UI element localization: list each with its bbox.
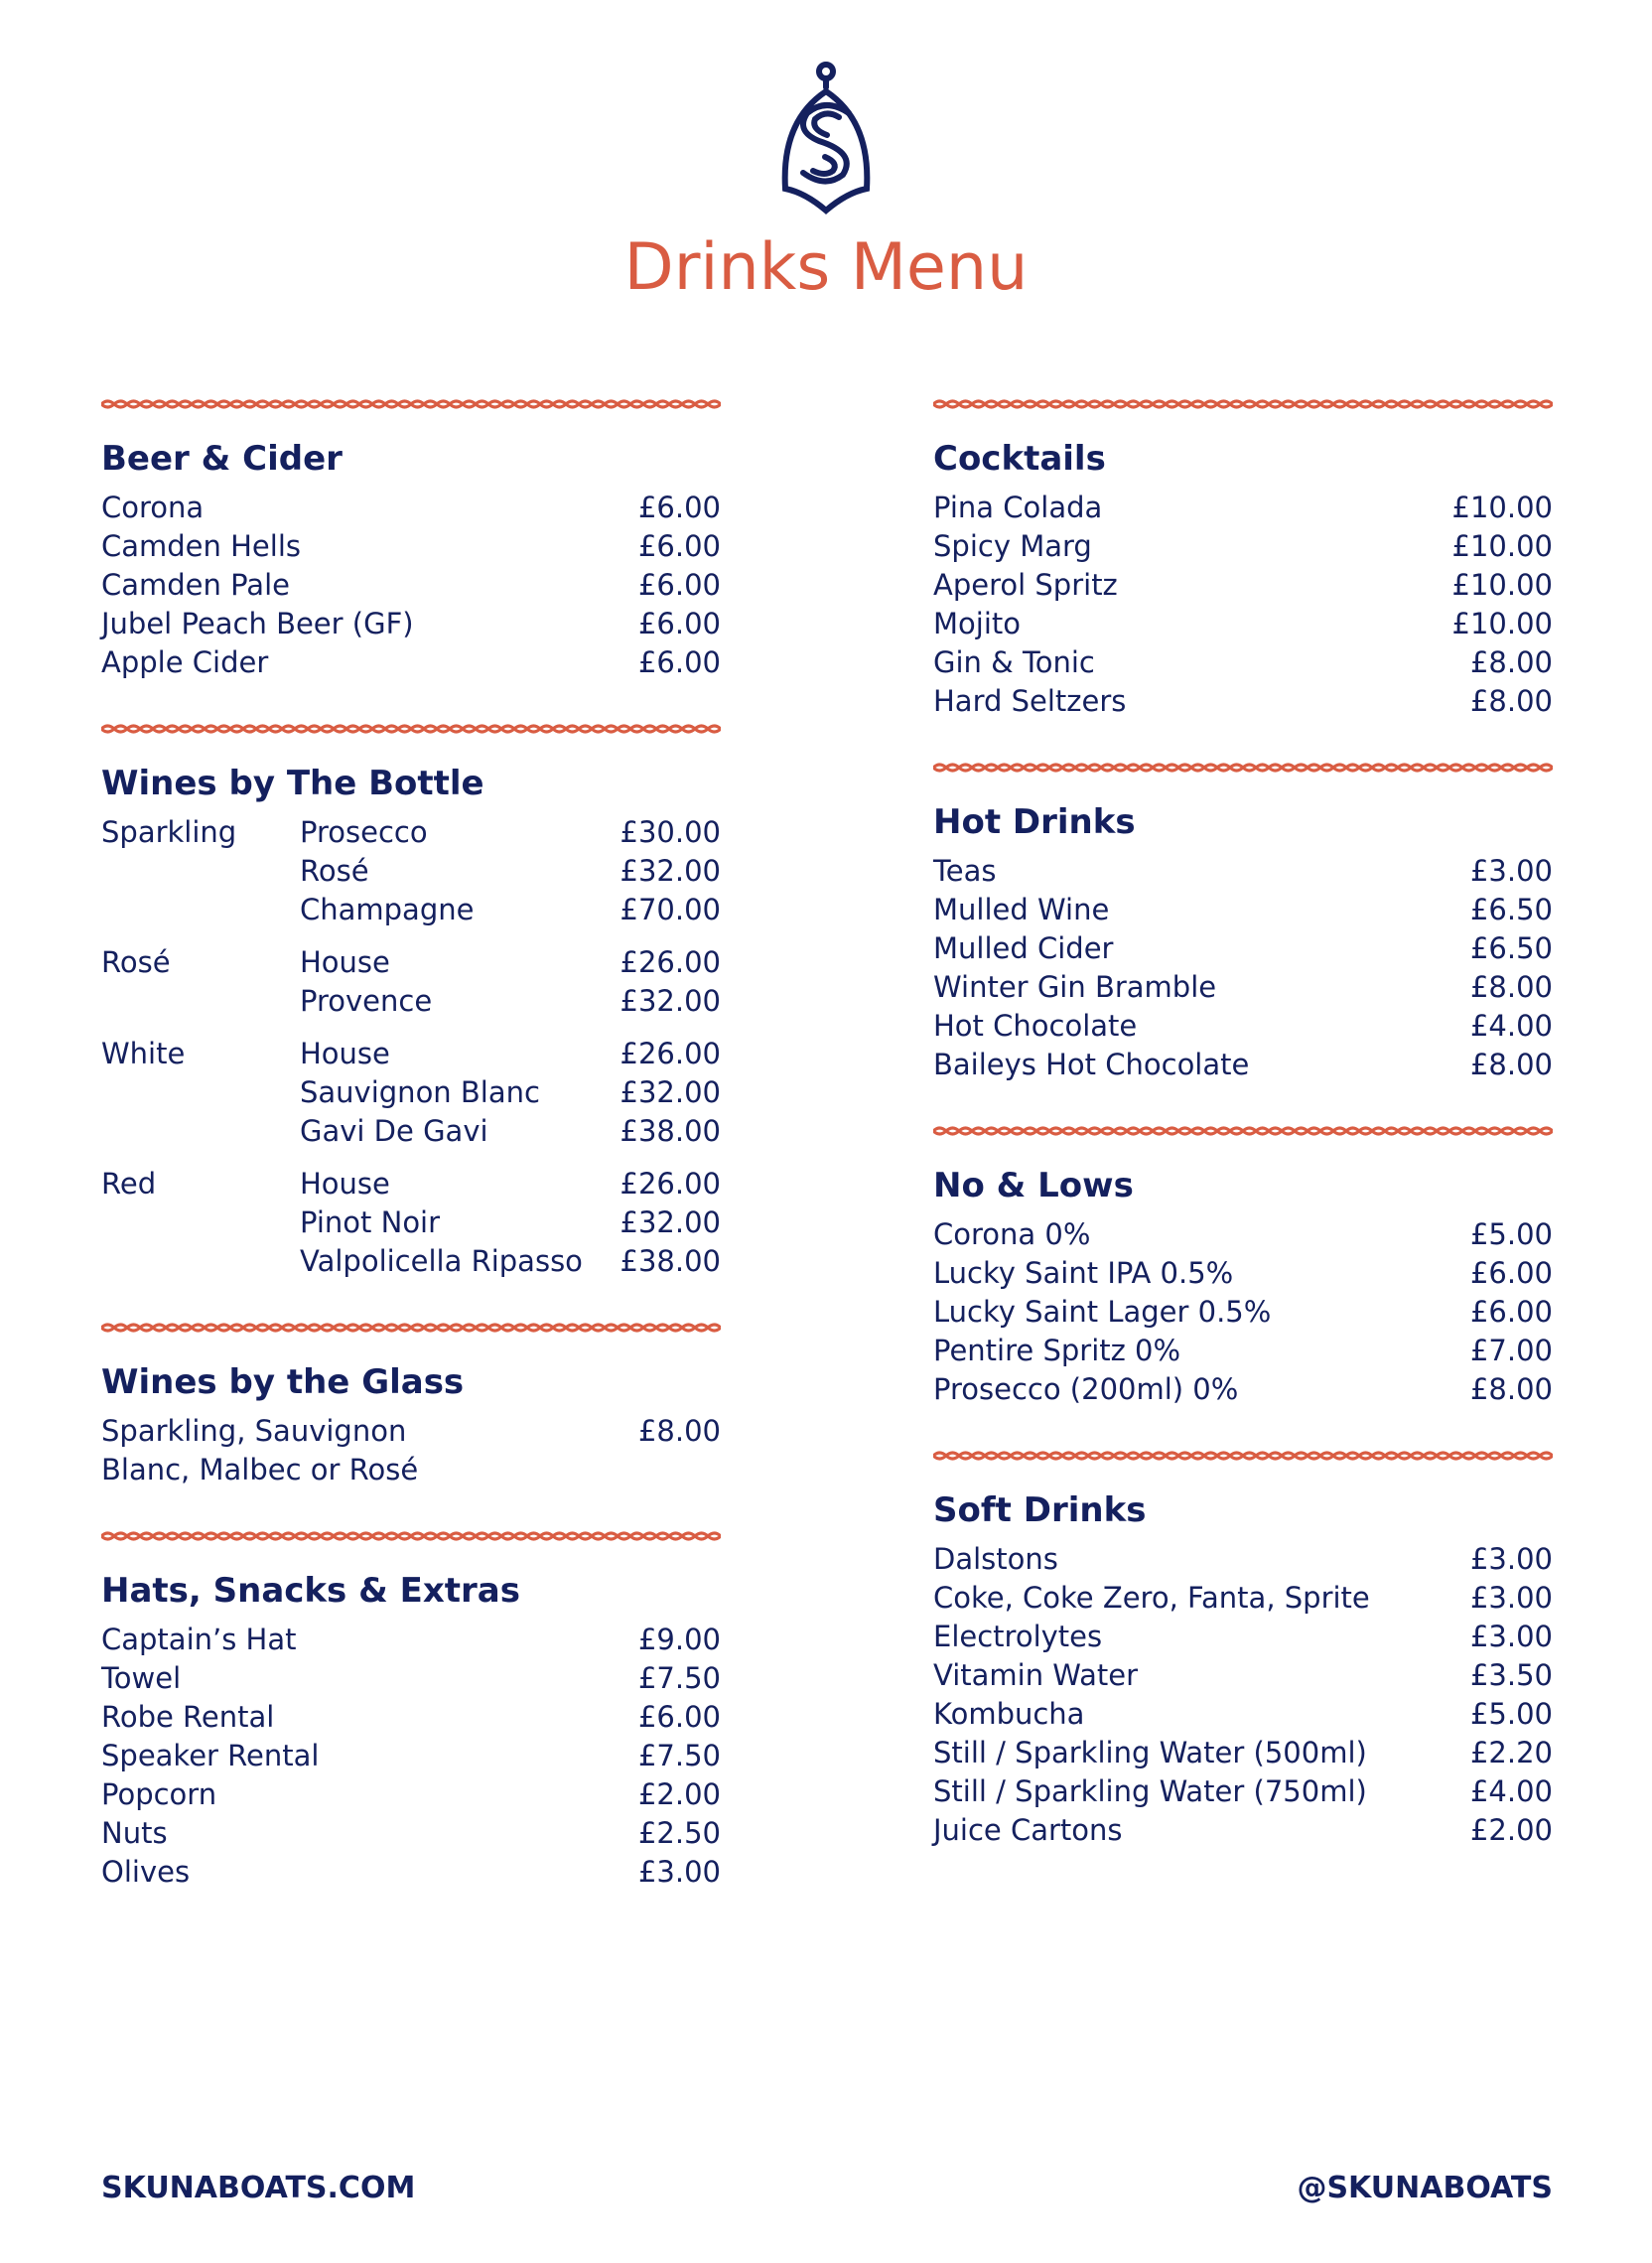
- item-price: £6.00: [637, 568, 721, 602]
- right-column: [933, 391, 1553, 1884]
- item-price: £32.00: [620, 854, 721, 888]
- no-lows-list: [933, 1215, 1553, 1409]
- item-price: £10.00: [1451, 568, 1553, 602]
- item-name: Aperol Spritz: [933, 568, 1118, 602]
- wines-bottle-section: [101, 716, 721, 1281]
- item-name: Mulled Wine: [933, 893, 1110, 926]
- item-name: Mulled Cider: [933, 931, 1114, 965]
- menu-item: [300, 1112, 721, 1151]
- item-name: Lucky Saint IPA 0.5%: [933, 1256, 1234, 1290]
- menu-item: [933, 1293, 1553, 1332]
- item-price: £38.00: [620, 1114, 721, 1148]
- wine-items: [300, 943, 721, 1021]
- item-price: £32.00: [620, 1075, 721, 1109]
- item-price: £3.00: [637, 1855, 721, 1889]
- section-heading: Hats, Snacks & Extras: [101, 1571, 520, 1611]
- item-name: Prosecco (200ml) 0%: [933, 1372, 1239, 1406]
- page-title: Drinks Menu: [623, 230, 1029, 305]
- menu-item: [300, 1165, 721, 1203]
- item-price: £7.50: [637, 1661, 721, 1695]
- menu-item: [933, 1370, 1553, 1409]
- item-price: £6.00: [637, 607, 721, 640]
- item-name: Pina Colada: [933, 491, 1103, 524]
- soft-drinks-section: [933, 1443, 1553, 1850]
- item-name: Still / Sparkling Water (750ml): [933, 1774, 1367, 1808]
- item-name: Towel: [101, 1661, 182, 1695]
- item-price: £8.00: [637, 1414, 721, 1448]
- item-name: Speaker Rental: [101, 1739, 320, 1772]
- glass-row: [101, 1412, 721, 1489]
- anchor-s-logo: [777, 62, 875, 216]
- menu-item: [101, 1853, 721, 1892]
- item-price: £4.00: [1469, 1009, 1553, 1043]
- item-name: Teas: [933, 854, 997, 888]
- menu-item: [101, 1737, 721, 1775]
- soft-drinks-list: [933, 1540, 1553, 1850]
- item-name: Mojito: [933, 607, 1021, 640]
- item-name: Provence: [300, 984, 433, 1018]
- hot-drinks-section: [933, 755, 1553, 1084]
- item-name: Prosecco: [300, 815, 428, 849]
- menu-item: [933, 968, 1553, 1007]
- item-name: Valpolicella Ripasso: [300, 1244, 583, 1278]
- menu-item: [933, 566, 1553, 605]
- item-price: £6.00: [637, 491, 721, 524]
- extras-list: [101, 1621, 721, 1892]
- menu-item: [933, 605, 1553, 643]
- left-column: [101, 391, 721, 1925]
- section-heading: Soft Drinks: [933, 1490, 1147, 1530]
- menu-item: [300, 852, 721, 891]
- social-handle[interactable]: @SKUNABOATS: [1297, 2171, 1553, 2205]
- menu-item: [933, 527, 1553, 566]
- menu-item: [933, 1618, 1553, 1656]
- item-name: Still / Sparkling Water (500ml): [933, 1736, 1367, 1769]
- menu-item: [101, 605, 721, 643]
- item-name: House: [300, 1167, 390, 1201]
- menu-item: [101, 527, 721, 566]
- item-price: £7.00: [1469, 1334, 1553, 1367]
- item-name: Jubel Peach Beer (GF): [101, 607, 414, 640]
- wine-category: White: [101, 1037, 186, 1070]
- wine-items: [300, 1165, 721, 1281]
- item-name: Sauvignon Blanc: [300, 1075, 540, 1109]
- menu-item: [300, 943, 721, 982]
- item-price: £5.00: [1469, 1697, 1553, 1731]
- item-price: £2.00: [637, 1777, 721, 1811]
- menu-item: [101, 1659, 721, 1698]
- item-name: House: [300, 945, 390, 979]
- item-price: £3.00: [1469, 1581, 1553, 1615]
- item-name: Robe Rental: [101, 1700, 275, 1734]
- item-name: Captain’s Hat: [101, 1623, 297, 1656]
- item-price: £26.00: [620, 945, 721, 979]
- item-price: £8.00: [1469, 645, 1553, 679]
- menu-item: [101, 566, 721, 605]
- wines-glass-section: [101, 1315, 721, 1489]
- item-name: Hot Chocolate: [933, 1009, 1138, 1043]
- menu-item: [300, 982, 721, 1021]
- menu-item: [101, 1775, 721, 1814]
- wine-category: Sparkling: [101, 815, 237, 849]
- section-heading: No & Lows: [933, 1166, 1134, 1205]
- wine-items: [300, 1035, 721, 1151]
- website-link[interactable]: SKUNABOATS.COM: [101, 2171, 416, 2205]
- item-price: £6.50: [1469, 893, 1553, 926]
- item-price: £8.00: [1469, 684, 1553, 718]
- wave-divider: [101, 391, 721, 417]
- item-name: Champagne: [300, 893, 475, 926]
- item-price: £8.00: [1469, 1372, 1553, 1406]
- item-price: £6.00: [637, 645, 721, 679]
- beer-list: [101, 489, 721, 682]
- item-price: £7.50: [637, 1739, 721, 1772]
- item-name: Corona: [101, 491, 205, 524]
- item-price: £30.00: [620, 815, 721, 849]
- item-price: £2.50: [637, 1816, 721, 1850]
- item-name: Camden Pale: [101, 568, 290, 602]
- item-name: Dalstons: [933, 1542, 1058, 1576]
- menu-item: [933, 1811, 1553, 1850]
- item-name: Apple Cider: [101, 645, 269, 679]
- item-price: £10.00: [1451, 607, 1553, 640]
- section-heading: Cocktails: [933, 439, 1106, 479]
- item-price: £4.00: [1469, 1774, 1553, 1808]
- section-heading: Hot Drinks: [933, 802, 1136, 842]
- item-name: Hard Seltzers: [933, 684, 1127, 718]
- item-price: £32.00: [620, 1205, 721, 1239]
- item-price: £6.50: [1469, 931, 1553, 965]
- menu-item: [933, 1695, 1553, 1734]
- menu-item: [933, 489, 1553, 527]
- item-name: Gavi De Gavi: [300, 1114, 488, 1148]
- menu-item: [101, 1698, 721, 1737]
- wine-category: Rosé: [101, 945, 171, 979]
- wave-divider: [933, 391, 1553, 417]
- item-price: £3.00: [1469, 1542, 1553, 1576]
- wine-group: [101, 1035, 721, 1151]
- item-name: Juice Cartons: [933, 1813, 1123, 1847]
- cocktails-list: [933, 489, 1553, 721]
- item-name: Spicy Marg: [933, 529, 1092, 563]
- item-price: £10.00: [1451, 529, 1553, 563]
- item-price: £9.00: [637, 1623, 721, 1656]
- menu-item: [300, 1203, 721, 1242]
- menu-item: [933, 891, 1553, 929]
- item-price: £26.00: [620, 1167, 721, 1201]
- item-price: £5.00: [1469, 1217, 1553, 1251]
- wine-group: [101, 943, 721, 1021]
- wave-divider: [933, 1118, 1553, 1144]
- item-price: £10.00: [1451, 491, 1553, 524]
- menu-item: [101, 489, 721, 527]
- beer-cider-section: [101, 391, 721, 682]
- wave-divider: [101, 1523, 721, 1549]
- menu-item: [101, 1814, 721, 1853]
- menu-item: [933, 643, 1553, 682]
- item-price: £3.50: [1469, 1658, 1553, 1692]
- menu-item: [933, 1772, 1553, 1811]
- item-price: £26.00: [620, 1037, 721, 1070]
- item-name: Coke, Coke Zero, Fanta, Sprite: [933, 1581, 1370, 1615]
- menu-item: [933, 1046, 1553, 1084]
- menu-item: [300, 1073, 721, 1112]
- menu-item: [300, 813, 721, 852]
- wine-groups: [101, 813, 721, 1281]
- item-price: £6.00: [637, 529, 721, 563]
- item-name: Nuts: [101, 1816, 168, 1850]
- item-price: £32.00: [620, 984, 721, 1018]
- item-name: Kombucha: [933, 1697, 1085, 1731]
- menu-item: [933, 682, 1553, 721]
- wine-group: [101, 1165, 721, 1281]
- menu-item: [101, 643, 721, 682]
- wave-divider: [933, 755, 1553, 780]
- hot-drinks-list: [933, 852, 1553, 1084]
- item-name: Corona 0%: [933, 1217, 1091, 1251]
- section-heading: Wines by the Glass: [101, 1362, 465, 1402]
- item-name: House: [300, 1037, 390, 1070]
- item-name: Rosé: [300, 854, 369, 888]
- no-lows-section: [933, 1118, 1553, 1409]
- menu-item: [300, 891, 721, 929]
- item-name: Olives: [101, 1855, 191, 1889]
- wine-group: [101, 813, 721, 929]
- item-price: £3.00: [1469, 1620, 1553, 1653]
- section-heading: Wines by The Bottle: [101, 764, 484, 803]
- menu-item: [300, 1035, 721, 1073]
- item-price: £2.00: [1469, 1813, 1553, 1847]
- item-price: £2.20: [1469, 1736, 1553, 1769]
- menu-item: [933, 929, 1553, 968]
- item-name: Camden Hells: [101, 529, 301, 563]
- item-name: Winter Gin Bramble: [933, 970, 1217, 1004]
- item-price: £6.00: [637, 1700, 721, 1734]
- menu-item: [933, 1540, 1553, 1579]
- item-name: Pinot Noir: [300, 1205, 441, 1239]
- menu-item: [300, 1242, 721, 1281]
- menu-item: [933, 1215, 1553, 1254]
- wave-divider: [101, 1315, 721, 1341]
- cocktails-section: [933, 391, 1553, 721]
- item-name: Pentire Spritz 0%: [933, 1334, 1181, 1367]
- item-price: £6.00: [1469, 1295, 1553, 1329]
- item-name: Lucky Saint Lager 0.5%: [933, 1295, 1272, 1329]
- menu-item: [933, 1332, 1553, 1370]
- item-name: Baileys Hot Chocolate: [933, 1048, 1250, 1081]
- item-name: Electrolytes: [933, 1620, 1103, 1653]
- item-name: Popcorn: [101, 1777, 217, 1811]
- wine-items: [300, 813, 721, 929]
- menu-item: [933, 1579, 1553, 1618]
- wine-category: Red: [101, 1167, 157, 1201]
- wave-divider: [933, 1443, 1553, 1469]
- item-price: £8.00: [1469, 1048, 1553, 1081]
- menu-item: [101, 1621, 721, 1659]
- menu-item: [933, 1007, 1553, 1046]
- item-name: Sparkling, Sauvignon Blanc, Malbec or Rosé: [101, 1414, 419, 1486]
- extras-section: [101, 1523, 721, 1892]
- item-price: £8.00: [1469, 970, 1553, 1004]
- item-name: Gin & Tonic: [933, 645, 1095, 679]
- menu-item: [933, 1656, 1553, 1695]
- section-heading: Beer & Cider: [101, 439, 343, 479]
- menu-item: [933, 1254, 1553, 1293]
- menu-item: [933, 852, 1553, 891]
- item-price: £70.00: [620, 893, 721, 926]
- wave-divider: [101, 716, 721, 742]
- item-price: £38.00: [620, 1244, 721, 1278]
- item-name: Vitamin Water: [933, 1658, 1139, 1692]
- item-price: £6.00: [1469, 1256, 1553, 1290]
- menu-item: [933, 1734, 1553, 1772]
- item-price: £3.00: [1469, 854, 1553, 888]
